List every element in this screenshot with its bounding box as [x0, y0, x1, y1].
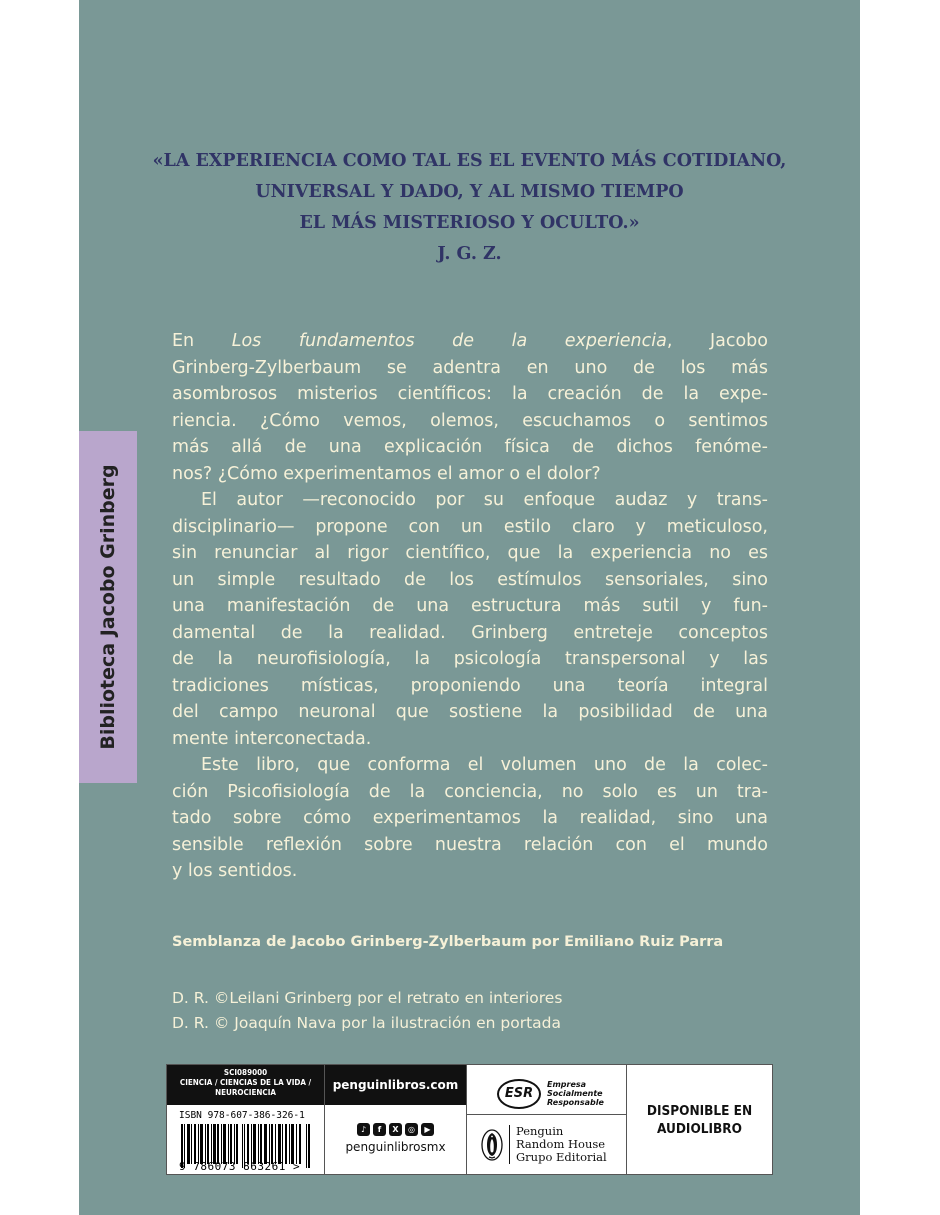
- social-handle[interactable]: penguinlibrosmx: [345, 1140, 446, 1154]
- blurb-line: disciplinario— propone con un estilo claro y meticuloso,: [172, 516, 768, 537]
- category-header: SCI089000 CIENCIA / CIENCIAS DE LA VIDA / NEUROCIENCIA: [167, 1065, 324, 1105]
- website-box: [325, 1065, 467, 1174]
- blurb-line: de la neurofisiología, la psicología transpersonal y las: [172, 649, 768, 669]
- website-link[interactable]: penguinlibros.com: [325, 1065, 466, 1105]
- series-label: Biblioteca Jacobo Grinberg: [97, 464, 119, 750]
- quote-attribution: J. G. Z.: [437, 244, 502, 264]
- instagram-icon[interactable]: ◎: [405, 1123, 418, 1136]
- blurb-line: y los sentidos.: [172, 861, 298, 881]
- blurb-line: asombrosos misterios científicos: la creación de la expe-: [172, 384, 768, 404]
- blurb-line: damental de la realidad. Grinberg entreteje conceptos: [172, 622, 768, 643]
- rights-line: D. R. ©Leilani Grinberg por el retrato en interiores: [172, 989, 563, 1007]
- blurb-line: más allá de una explicación física de dichos fenóme-: [172, 437, 768, 457]
- publisher-logo: [467, 1115, 626, 1164]
- audiobook-notice: DISPONIBLE EN AUDIOLIBRO: [646, 1102, 753, 1137]
- blurb-line: un simple resultado de los estímulos sensoriales, sino: [172, 569, 768, 590]
- blurb-line: Este libro, que conforma el volumen uno de la colec-: [201, 755, 768, 775]
- blurb-line: sensible reflexión sobre nuestra relación con el mundo: [172, 834, 768, 855]
- blurb-line: sin renunciar al rigor científico, que la experiencia no es: [172, 543, 768, 563]
- penguin-icon: [481, 1129, 503, 1161]
- epigraph-quote: [79, 146, 860, 270]
- blurb-line: una manifestación de una estructura más sutil y fun-: [172, 596, 768, 616]
- blurb-line: tradiciones místicas, proponiendo una teoría integral: [172, 675, 768, 696]
- esr-logo: ESR: [497, 1079, 541, 1109]
- facebook-icon[interactable]: f: [373, 1123, 386, 1136]
- blurb-line: ción Psicofisiología de la conciencia, no solo es un tra-: [172, 781, 768, 802]
- social-icons: [325, 1123, 466, 1136]
- blurb-line: mente interconectada.: [172, 728, 372, 749]
- quote-line: UNIVERSAL Y DADO, Y AL MISMO TIEMPO: [255, 182, 684, 202]
- quote-line: EL MÁS MISTERIOSO Y OCULTO.»: [299, 213, 640, 233]
- publisher-name: Penguin Random House Grupo Editorial: [509, 1125, 607, 1164]
- x-icon[interactable]: X: [389, 1123, 402, 1136]
- esr-badge: [467, 1065, 626, 1115]
- blurb-line: Grinberg-Zylberbaum se adentra en uno de los más: [172, 357, 768, 378]
- barcode-box: [167, 1065, 325, 1174]
- rights-notice: [172, 986, 562, 1036]
- tiktok-icon[interactable]: ♪: [357, 1123, 370, 1136]
- book-title: Los fundamentos de la experiencia: [231, 331, 667, 351]
- blurb-line: del campo neuronal que sostiene la posibilidad de una: [172, 702, 768, 722]
- blurb-line: El autor —reconocido por su enfoque audaz y trans-: [201, 490, 768, 510]
- isbn-label: ISBN 978-607-386-326-1: [179, 1110, 305, 1121]
- blurb-line: riencia. ¿Cómo vemos, olemos, escuchamos o sentimos: [172, 410, 768, 431]
- youtube-icon[interactable]: ▶: [421, 1123, 434, 1136]
- rights-line: D. R. © Joaquín Nava por la ilustración en portada: [172, 1014, 562, 1032]
- quote-line: «LA EXPERIENCIA COMO TAL ES EL EVENTO MÁS COTIDIANO,: [152, 151, 787, 171]
- portrait-credit: Semblanza de Jacobo Grinberg-Zylberbaum por Emiliano Ruiz Parra: [172, 934, 724, 950]
- publisher-strip: [166, 1064, 773, 1175]
- blurb-line: En Los fundamentos de la experiencia, Jacobo: [172, 331, 768, 351]
- audiobook-box: [627, 1065, 772, 1174]
- back-cover: [79, 0, 860, 1215]
- blurb-line: tado sobre cómo experimentamos la realidad, sino una: [172, 808, 768, 828]
- barcode-number: 9 786073 863261 >: [179, 1160, 301, 1173]
- series-tab: [79, 431, 137, 783]
- publisher-box: [467, 1065, 627, 1174]
- blurb-text: [172, 328, 768, 885]
- blurb-line: nos? ¿Cómo experimentamos el amor o el dolor?: [172, 463, 601, 484]
- esr-text: Empresa Socialmente Responsable: [547, 1080, 604, 1107]
